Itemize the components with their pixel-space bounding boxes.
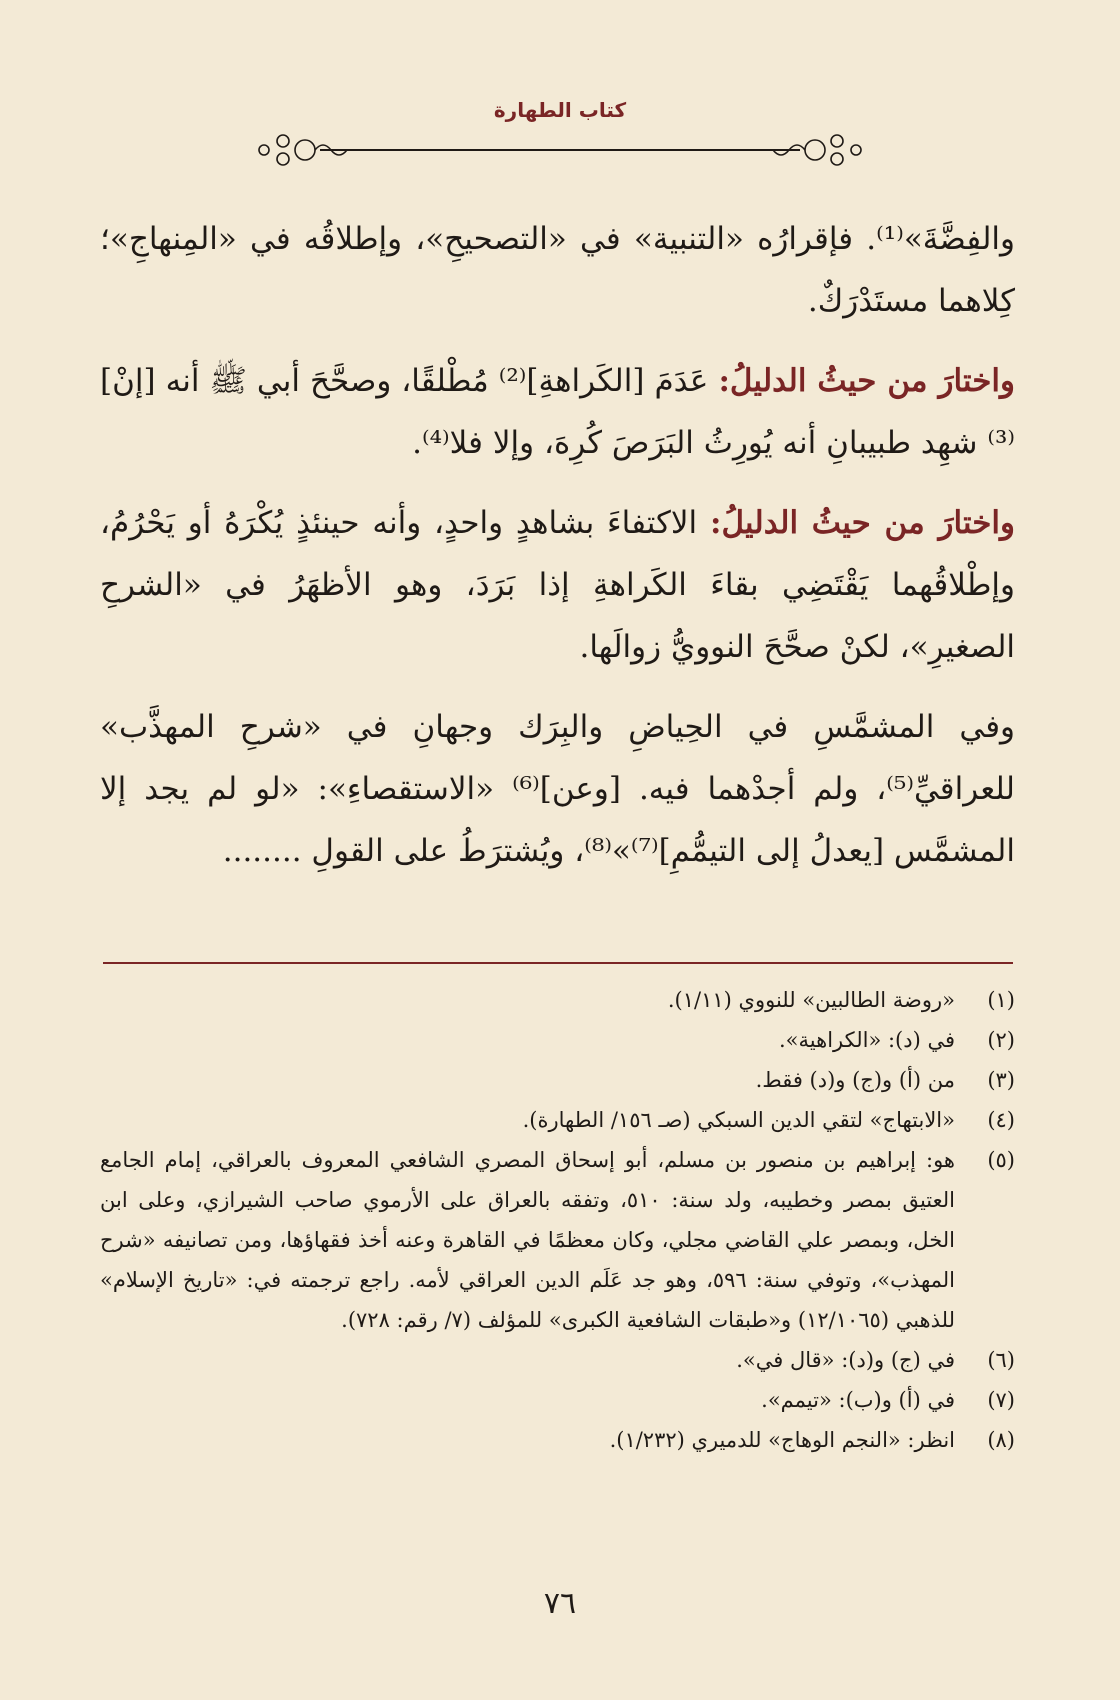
footnote-text: في (د): «الكراهية».: [779, 1028, 955, 1052]
ornament-divider-icon: [250, 128, 870, 172]
paragraph-2-lead: واختارَ من حيثُ الدليلُ:: [718, 363, 1015, 399]
footnote-text: في (أ) و(ب): «تيمم».: [761, 1388, 955, 1412]
paragraph-3-lead: واختارَ من حيثُ الدليلُ:: [710, 505, 1016, 541]
page-header: [0, 98, 1120, 172]
paragraph-2: [100, 350, 1015, 474]
footnote-text: في (ج) و(د): «قال في».: [736, 1348, 955, 1372]
footnote-text: «روضة الطالبين» للنووي (١/١١).: [667, 988, 955, 1012]
footnote-divider: [103, 962, 1013, 964]
running-title: كتاب الطهارة: [493, 98, 627, 122]
footnote-number: (٦): [987, 1348, 1015, 1372]
footnote-number: (٧): [987, 1388, 1015, 1412]
paragraph-1: والفِضَّةَ»⁽¹⁾. فإقرارُه «التنبية» في «التصحيحِ»، وإطلاقُه في «المِنهاجِ»؛ كِلاهما مستَدْرَكٌ.: [100, 221, 1015, 319]
paragraph-2-text: عَدَمَ [الكَراهةِ]⁽²⁾ مُطْلقًا، وصحَّحَ أبي ﷺ أنه [إنْ]⁽³⁾ شهِد طبيبانِ أنه يُورِثُ البَرَصَ كُرِهَ، وإلا فلا⁽⁴⁾.: [100, 363, 1015, 461]
paragraph-3-text: الاكتفاءَ بشاهدٍ واحدٍ، وأنه حينئذٍ يُكْرَهُ أو يَحْرُمُ، وإطْلاقُهما يَقْتَضِي بقاءَ الكَراهةِ إذا بَرَدَ، وهو الأظهَرُ في «الشرحِ الصغيرِ»، لكنْ صحَّحَ النوويُّ زوالَها.: [100, 505, 1015, 665]
footnote-text: من (أ) و(ج) و(د) فقط.: [755, 1068, 955, 1092]
footnote-number: (٣): [987, 1068, 1015, 1092]
footnote: [100, 1420, 1015, 1460]
paragraph-4: وفي المشمَّسِ في الحِياضِ والبِرَك وجهانِ في «شرحِ المهذَّب» للعراقيِّ⁽⁵⁾، ولم أجدْهما فيه. [وعن]⁽⁶⁾ «الاستقصاءِ»: «لو لم يجد إلا المشمَّس [يعدلُ إلى التيمُّمِ]⁽⁷⁾»⁽⁸⁾، ويُشترَطُ على القولِ ........: [100, 709, 1015, 869]
footnote: [100, 1020, 1015, 1060]
footnotes: [100, 980, 1015, 1460]
footnote-text: هو: إبراهيم بن منصور بن مسلم، أبو إسحاق المصري الشافعي المعروف بالعراقي، إمام الجامع العتيق بمصر وخطيبه، ولد سنة: ٥١٠، وتفقه بالعراق على الأرموي صاحب الشيرازي، وعلى ابن الخل، وبمصر علي القاضي مجلي، وكان معظمًا في القاهرة وعنه أخذ فقهاؤها، ومن تصانيفه «شرح المهذب»، وتوفي سنة: ٥٩٦، وهو جد عَلَم الدين العراقي لأمه. راجع ترجمته في: «تاريخ الإسلام» للذهبي (١٢/١٠٦٥) و«طبقات الشافعية الكبرى» للمؤلف (٧/ رقم: ٧٢٨).: [100, 1148, 955, 1332]
footnote: [100, 1100, 1015, 1140]
paragraph-3: [100, 492, 1015, 678]
footnote-number: (١): [987, 988, 1015, 1012]
footnote-number: (٥): [987, 1148, 1015, 1172]
footnote: [100, 980, 1015, 1020]
footnote-text: «الابتهاج» لتقي الدين السبكي (صـ ١٥٦/ الطهارة).: [522, 1108, 955, 1132]
footnote: [100, 1060, 1015, 1100]
main-text: [100, 208, 1015, 900]
footnote: [100, 1340, 1015, 1380]
footnote-number: (٨): [987, 1428, 1015, 1452]
footnote-text: انظر: «النجم الوهاج» للدميري (١/٢٣٢).: [609, 1428, 955, 1452]
footnote: [100, 1140, 1015, 1340]
footnote-number: (٤): [987, 1108, 1015, 1132]
page-number: ٧٦: [543, 1586, 577, 1621]
footnote: [100, 1380, 1015, 1420]
footnote-number: (٢): [987, 1028, 1015, 1052]
